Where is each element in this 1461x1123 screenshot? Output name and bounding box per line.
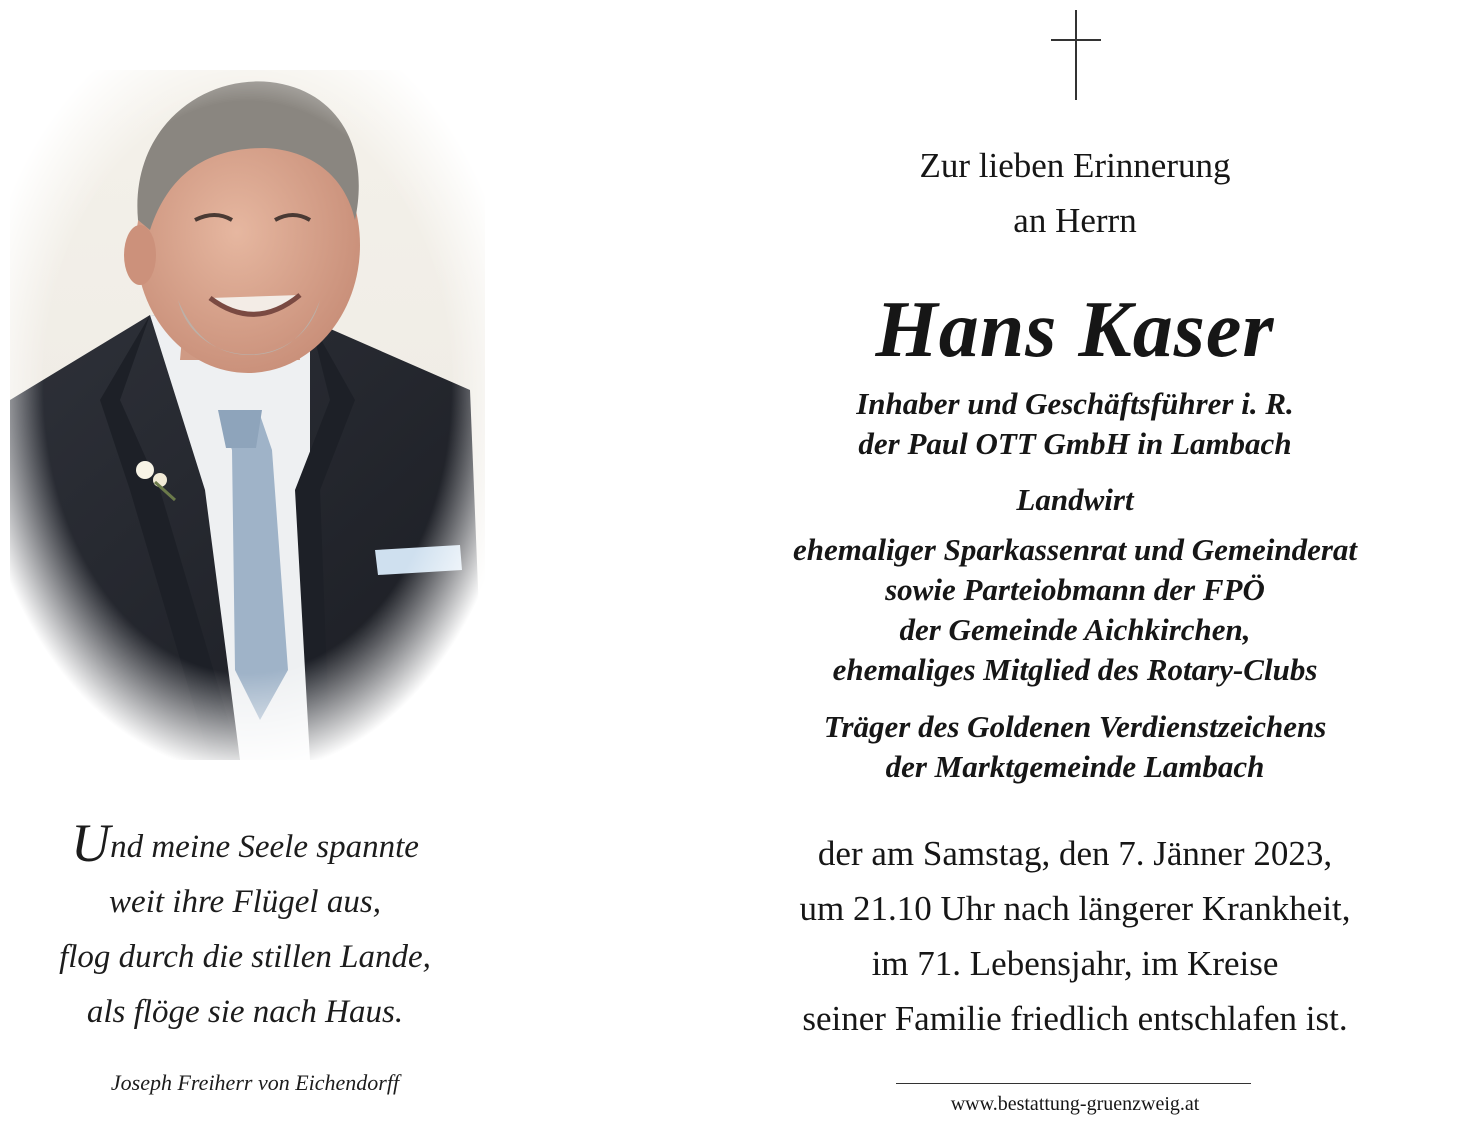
poem-first-line: nd meine Seele spannte — [110, 829, 419, 865]
poem-line: als flöge sie nach Haus. — [86, 994, 404, 1030]
titles-block-offices — [700, 530, 1450, 690]
death-notice-line: um 21.10 Uhr nach längerer Krankheit, — [799, 889, 1351, 928]
poem-line: weit ihre Flügel aus, — [109, 884, 381, 920]
footer-divider — [896, 1083, 1251, 1084]
deceased-name: Hans Kaser — [875, 286, 1275, 374]
title-line: ehemaliges Mitglied des Rotary-Clubs — [832, 652, 1318, 687]
poem-line: flog durch die stillen Lande, — [59, 939, 431, 975]
title-line: ehemaliger Sparkassenrat und Gemeinderat — [792, 532, 1358, 567]
intro-line: an Herrn — [1013, 201, 1137, 240]
title-line: Landwirt — [1016, 482, 1134, 517]
poem-author: Joseph Freiherr von Eichendorff — [110, 1070, 400, 1095]
death-notice-line: seiner Familie friedlich entschlafen ist. — [802, 999, 1348, 1038]
portrait-illustration — [10, 70, 485, 760]
titles-block-honours — [700, 707, 1450, 787]
death-notice-line: der am Samstag, den 7. Jänner 2023, — [817, 834, 1333, 873]
title-line: der Marktgemeinde Lambach — [885, 749, 1265, 784]
title-line: sowie Parteiobmann der FPÖ — [885, 572, 1265, 607]
death-notice-line: im 71. Lebensjahr, im Kreise — [871, 944, 1279, 983]
cross-icon — [1051, 10, 1101, 100]
intro — [700, 138, 1450, 248]
titles-block-company — [700, 384, 1450, 464]
intro-line: Zur lieben Erinnerung — [919, 146, 1231, 185]
title-line: Träger des Goldenen Verdienstzeichens — [823, 709, 1327, 744]
titles-block-occupation — [700, 480, 1450, 520]
poem-line — [0, 813, 490, 875]
website-link[interactable]: www.bestattung-gruenzweig.at — [950, 1093, 1200, 1115]
poem — [0, 813, 490, 1040]
poem-drop-cap: U — [71, 813, 111, 873]
title-line: Inhaber und Geschäftsführer i. R. — [856, 386, 1294, 421]
death-notice — [700, 826, 1450, 1046]
title-line: der Paul OTT GmbH in Lambach — [858, 426, 1292, 461]
title-line: der Gemeinde Aichkirchen, — [899, 612, 1251, 647]
portrait-photo — [10, 70, 485, 760]
